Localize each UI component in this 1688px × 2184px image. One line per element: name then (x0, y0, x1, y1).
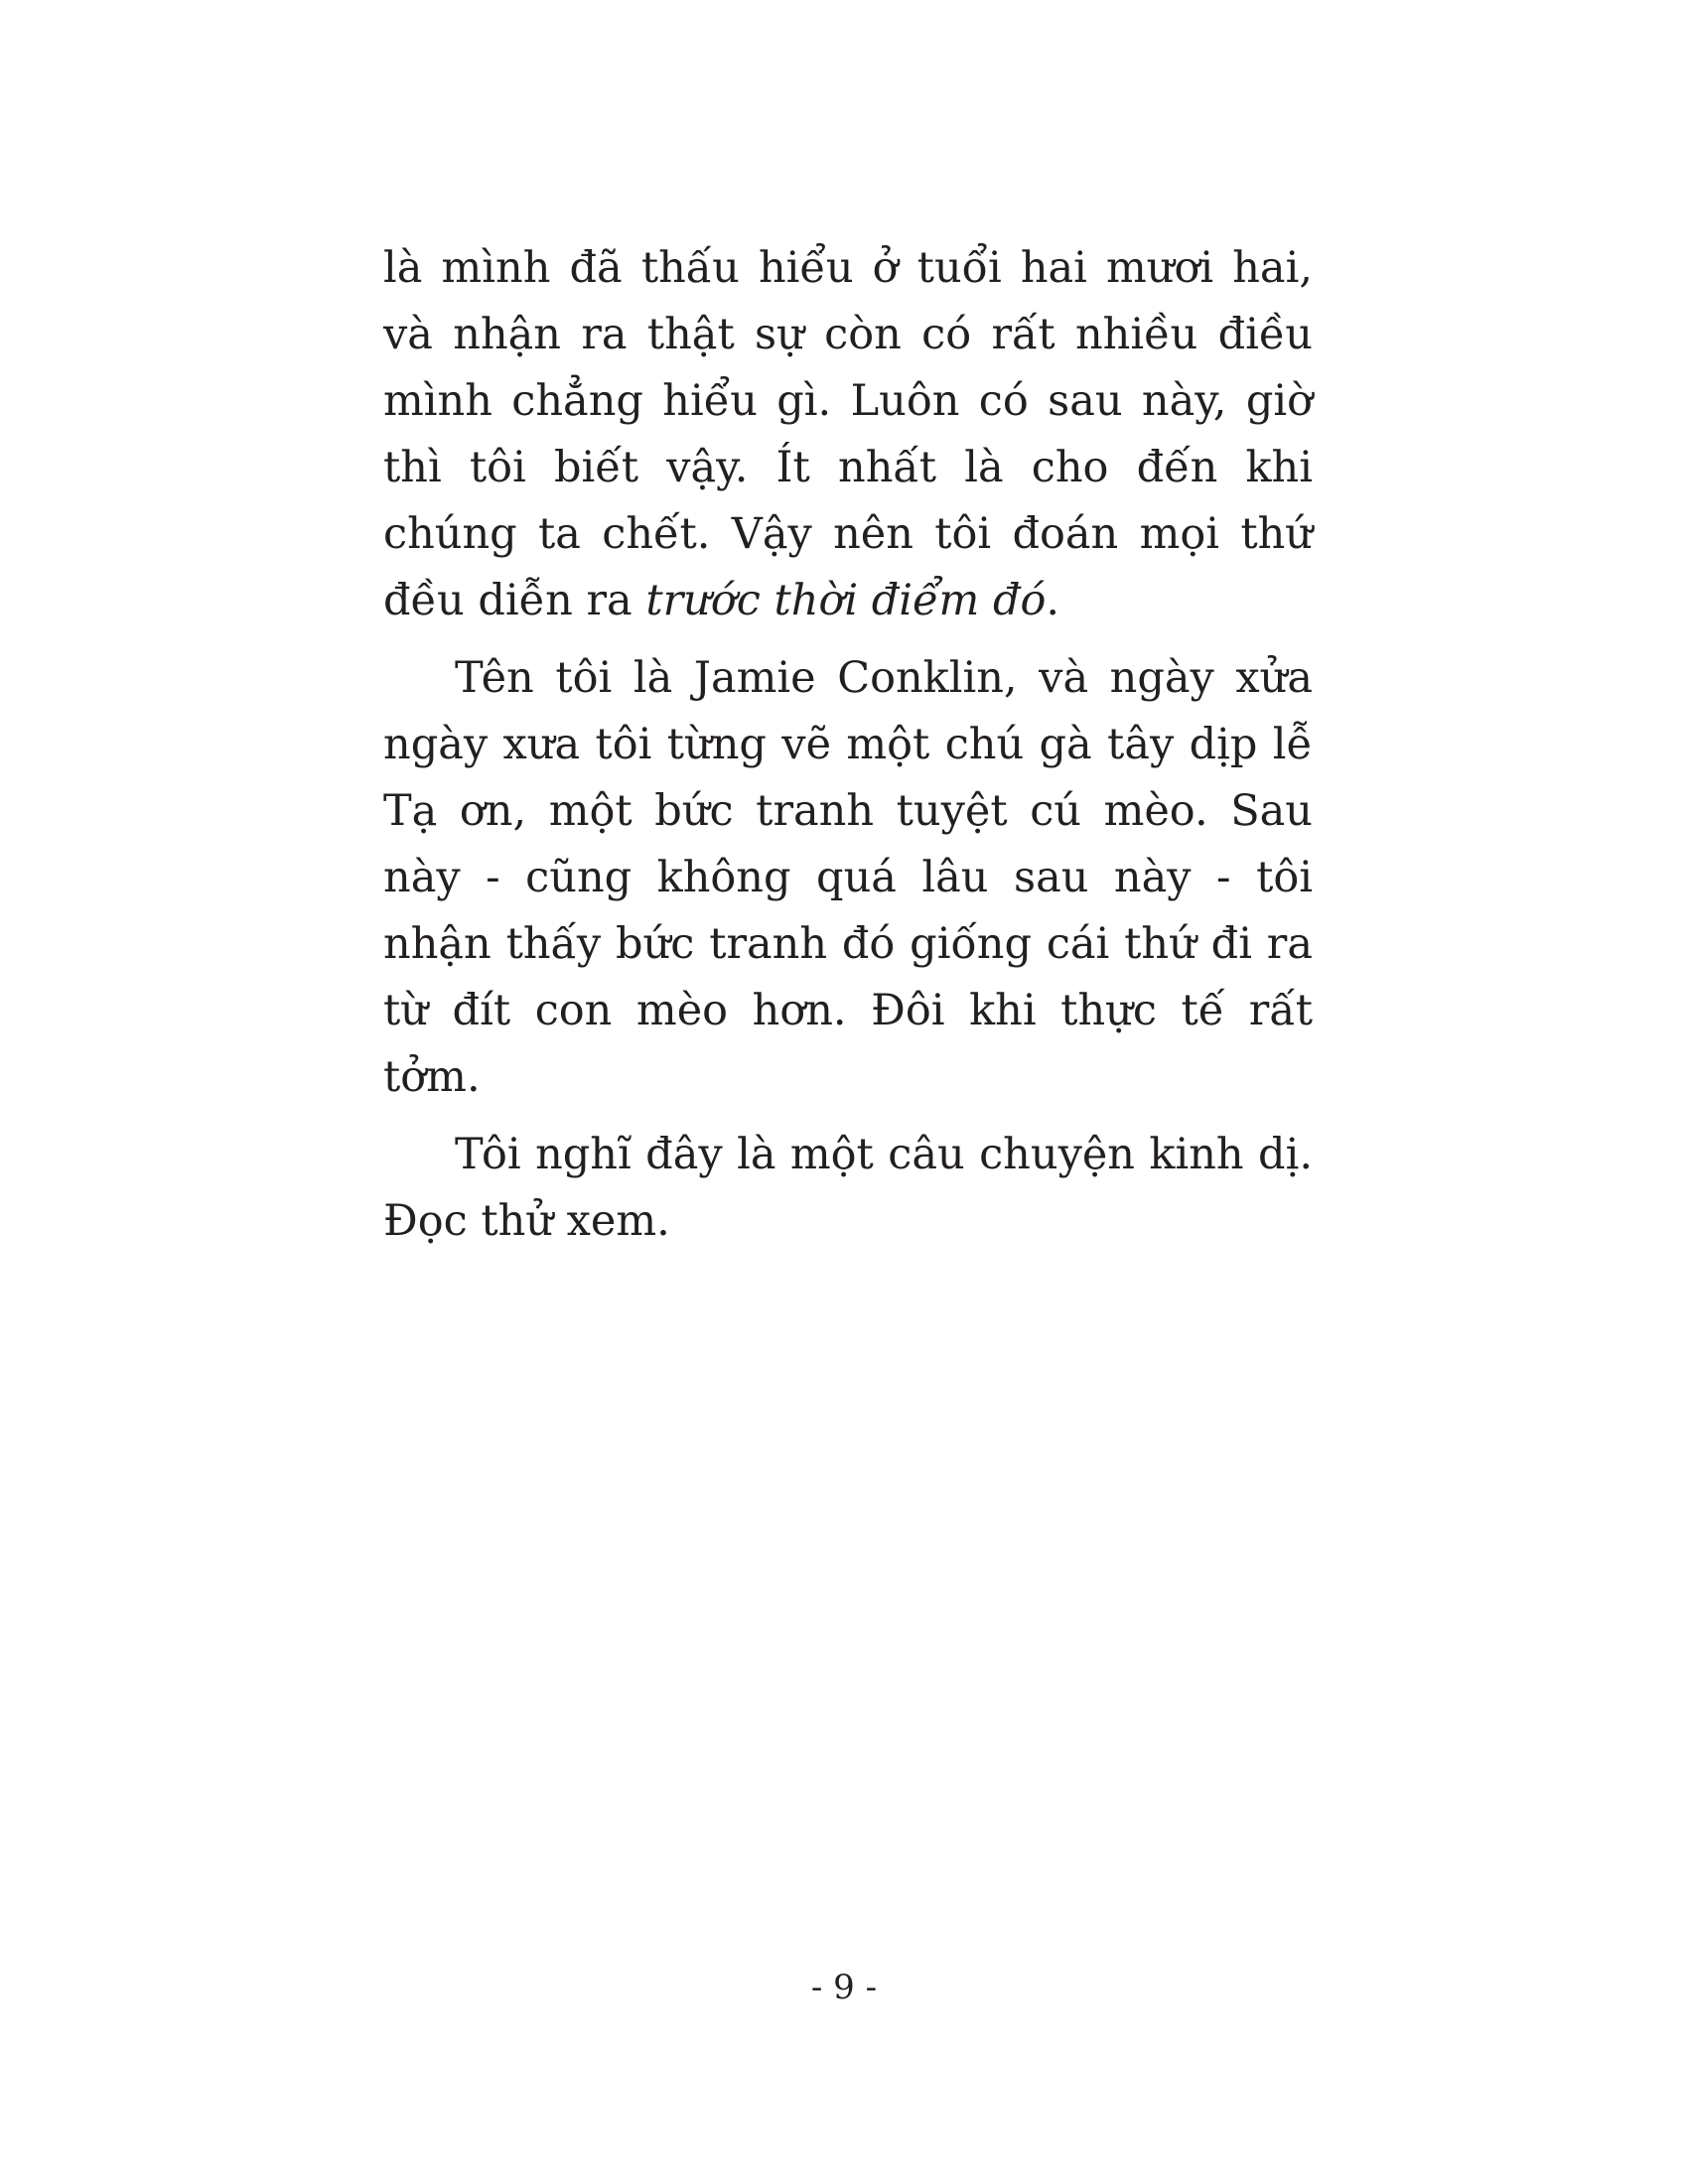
paragraph-1-line-5-end: . (1046, 576, 1060, 625)
italic-phrase: trước thời điểm đó (645, 576, 1047, 625)
paragraph-1-line-5-start: thứ đều diễn ra (383, 509, 1313, 625)
paragraph-1-line-1: là mình đã thấu hiểu ở tuổi hai mươi hai, và nhận (383, 243, 1313, 359)
paragraph-1 (383, 235, 1313, 634)
paragraph-3: Tôi nghĩ đây là một câu chuyện kinh dị. Đọc thử xem. (383, 1130, 1313, 1246)
paragraph-2: Tên tôi là Jamie Conklin, và ngày xửa ngày xưa tôi từng vẽ một chú gà tây dịp lễ Tạ ơn, một bức tranh tuyệt cú mèo. Sau này - cũng không quá lâu sau này - tôi nhận thấy bức tranh đó giống cái thứ đi ra từ đít con mèo hơn. Đôi khi thực tế rất tởm. (383, 653, 1313, 1102)
paragraph-1-line-2: ra thật sự còn có rất nhiều điều mình chẳng hiểu (383, 310, 1314, 426)
paragraph-1-line-3: gì. Luôn có sau này, giờ thì tôi biết vậy. Ít nhất là (383, 376, 1314, 492)
body-text (383, 235, 1313, 1255)
paragraph-1-line-4: cho đến khi chúng ta chết. Vậy nên tôi đoán mọi (383, 443, 1313, 559)
page-number: - 9 - (810, 1968, 878, 2007)
